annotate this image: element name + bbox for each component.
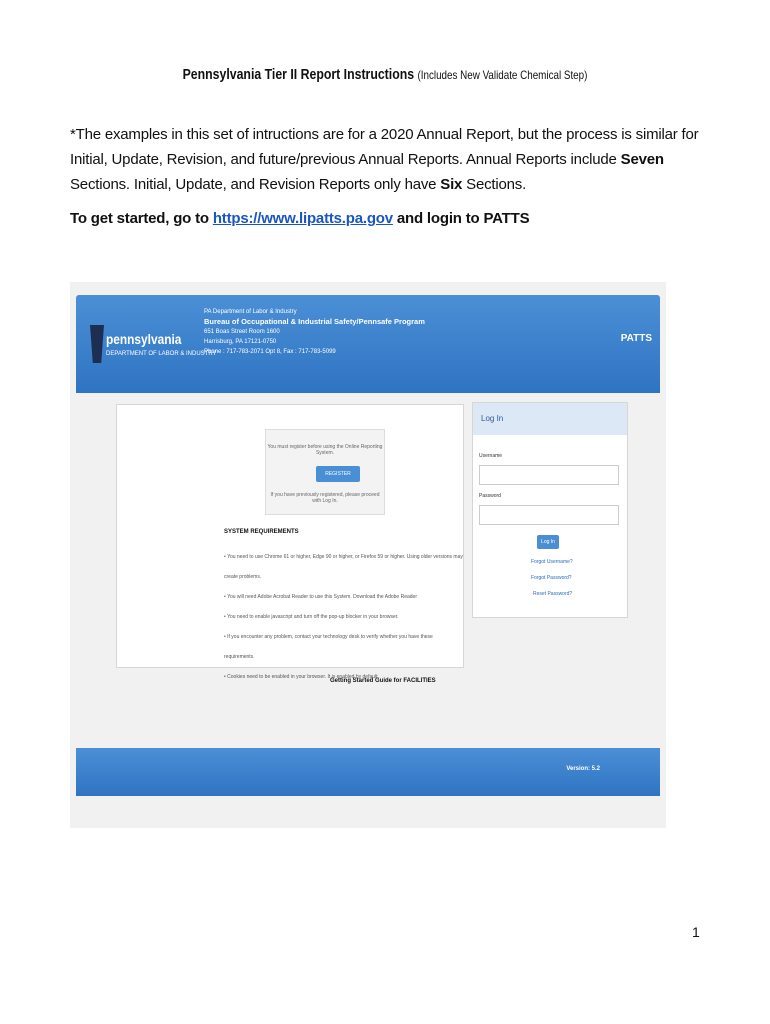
sysreq-item: • Cookies need to be enabled in your browser. It is enabled by default.: [224, 667, 463, 687]
pa-logo: [82, 307, 217, 363]
password-field[interactable]: [479, 505, 619, 525]
document-title: [69, 66, 700, 83]
register-message: You must register before using the Online Reporting System.: [267, 444, 383, 456]
agency-line-5: Phone : 717-783-2071 Opt 8, Fax : 717-783-5099: [204, 349, 336, 355]
intro-text-1: *The examples in this set of intructions are for a 2020 Annual Report, but the process is similar for Initial, Update, Revision, and future/previous Annual Reports. Annual Reports include: [70, 126, 699, 168]
version-label: Version: 5.2: [566, 766, 600, 772]
login-panel: [472, 402, 628, 618]
logo-department: DEPARTMENT OF LABOR & INDUSTRY: [106, 351, 217, 357]
intro-paragraph: [70, 122, 710, 197]
page-number: 1: [692, 924, 700, 940]
getting-started-guide-link[interactable]: Getting Started Guide for FACILITIES: [330, 678, 436, 684]
reset-password-link[interactable]: Reset Password?: [533, 591, 573, 597]
sysreq-item: • You need to enable javascript and turn off the pop-up blocker in your browser.: [224, 607, 463, 627]
logo-wordmark: pennsylvania: [106, 331, 182, 347]
registration-panel: [116, 404, 464, 680]
username-field[interactable]: [479, 465, 619, 485]
sysreq-item: • If you encounter any problem, contact your technology desk to verify whether you have these requirements.: [224, 627, 463, 667]
get-started-line: [70, 210, 529, 227]
forgot-password-link[interactable]: Forgot Password?: [531, 575, 572, 581]
agency-line-1: PA Department of Labor & Industry: [204, 309, 297, 315]
system-requirements-title: SYSTEM REQUIREMENTS: [224, 529, 299, 535]
keystone-icon: [90, 325, 104, 363]
agency-info: [204, 307, 425, 357]
register-box: [265, 429, 385, 515]
sysreq-item: • You will need Adobe Acrobat Reader to use this System. Download the Adobe Reader: [224, 587, 463, 607]
username-label: Username: [479, 453, 503, 459]
agency-bureau: Bureau of Occupational & Industrial Safety/Pennsafe Program: [204, 317, 425, 326]
forgot-username-link[interactable]: Forgot Username?: [531, 559, 573, 565]
agency-line-4: Harrisburg, PA 17121-0750: [204, 339, 277, 345]
patts-header: [76, 295, 660, 393]
title-main: Pennsylvania Tier II Report Instructions: [182, 66, 415, 83]
title-note: (Includes New Validate Chemical Step): [417, 68, 588, 82]
patts-footer: [76, 748, 660, 796]
agency-line-3: 651 Boas Street Room 1600: [204, 329, 280, 335]
intro-text-2: Sections. Initial, Update, and Revision Reports only have: [70, 176, 441, 193]
password-label: Password: [479, 493, 501, 499]
system-requirements-list: [224, 547, 463, 687]
intro-bold-seven: Seven: [620, 151, 664, 168]
intro-text-3: Sections.: [462, 176, 527, 193]
login-title: Log In: [473, 403, 627, 435]
app-name: PATTS: [620, 333, 652, 344]
register-message-2: If you have previously registered, please proceed with Log In.: [270, 492, 380, 504]
start-prefix: To get started, go to: [70, 210, 213, 227]
sysreq-item: • You need to use Chrome 61 or higher, Edge 90 or higher, or Firefox 59 or higher. Using older versions may create problems.: [224, 547, 463, 587]
patts-link[interactable]: https://www.lipatts.pa.gov: [212, 210, 393, 227]
start-suffix: and login to PATTS: [392, 210, 530, 227]
patts-screenshot: [70, 282, 666, 828]
intro-bold-six: Six: [440, 176, 463, 193]
register-button[interactable]: REGISTER: [316, 466, 360, 482]
login-button[interactable]: Log In: [537, 535, 559, 549]
